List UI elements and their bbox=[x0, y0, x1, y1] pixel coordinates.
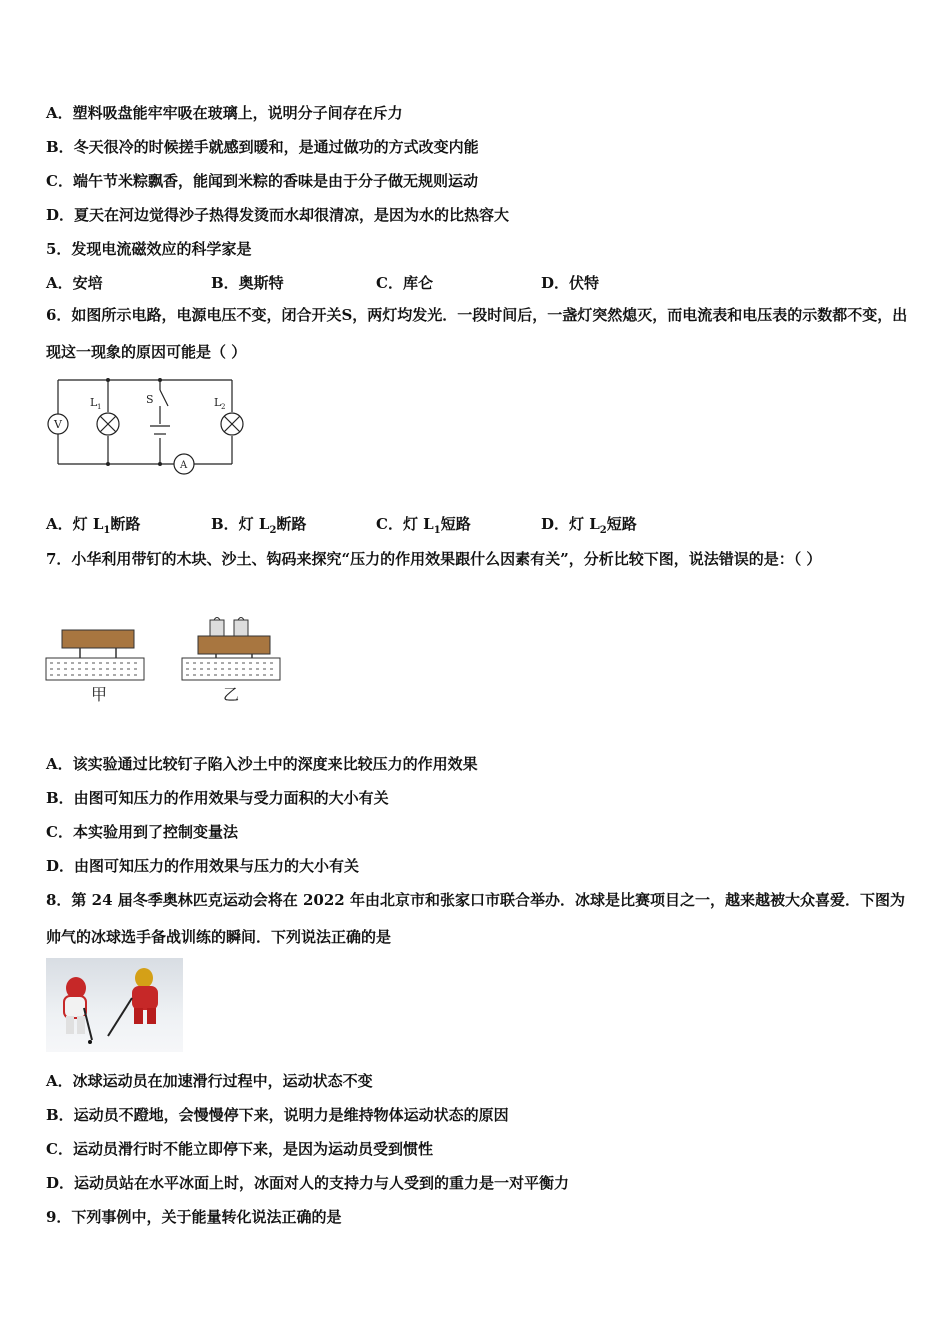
q7-option-d: D．由图可知压力的作用效果与压力的大小有关 bbox=[46, 857, 360, 875]
lamp1-label: L bbox=[90, 396, 98, 409]
q8-stem: 8．第 24 届冬季奥林匹克运动会将在 2022 年由北京市和张家口市联合举办．冰球是比赛项目之一，越来越被大众喜爱．下图为帅气的冰球选手备战训练的瞬间．下列说法正确的是 bbox=[46, 891, 905, 946]
q4-option-c: C．端午节米粽飘香，能闻到米粽的香味是由于分子做无规则运动 bbox=[46, 172, 478, 190]
q6-circuit-diagram bbox=[44, 376, 244, 478]
lamp1-sub: 1 bbox=[97, 403, 102, 411]
caption-yi: 乙 bbox=[223, 685, 240, 704]
q5-stem: 5．发现电流磁效应的科学家是 bbox=[46, 240, 252, 258]
q5-option-a: A．安培 bbox=[46, 274, 103, 292]
q7-option-c: C．本实验用到了控制变量法 bbox=[46, 823, 238, 841]
q6-option-d: D．灯 $L_2$短路 bbox=[541, 515, 637, 536]
q5-option-d: D．伏特 bbox=[541, 274, 600, 292]
q4-option-a: A．塑料吸盘能牢牢吸在玻璃上，说明分子间存在斥力 bbox=[46, 104, 403, 122]
q6-option-b: B．灯 $L_2$断路 bbox=[211, 515, 307, 536]
q8-option-c: C．运动员滑行时不能立即停下来，是因为运动员受到惯性 bbox=[46, 1140, 433, 1158]
switch-label: S bbox=[146, 393, 154, 406]
q7-stem: 7．小华利用带钉的木块、沙土、钩码来探究“压力的作用效果跟什么因素有关”，分析比较下图，说法错误的是：（ ） bbox=[46, 550, 822, 568]
q8-option-d: D．运动员站在水平冰面上时，冰面对人的支持力与人受到的重力是一对平衡力 bbox=[46, 1174, 570, 1192]
q6-stem: 6．如图所示电路，电源电压不变，闭合开关S，两灯均发光．一段时间后，一盏灯突然熄灭，而电流表和电压表的示数都不变，出现这一现象的原因可能是（ ） bbox=[46, 306, 908, 361]
q9-stem: 9．下列事例中，关于能量转化说法正确的是 bbox=[46, 1208, 342, 1226]
q6-option-c: C．灯 $L_1$短路 bbox=[376, 515, 471, 536]
q5-option-b: B．奥斯特 bbox=[211, 274, 284, 292]
q4-option-b: B．冬天很冷的时候搓手就感到暖和，是通过做功的方式改变内能 bbox=[46, 138, 479, 156]
q6-option-a: A．灯 $L_1$断路 bbox=[46, 515, 141, 536]
q6-options bbox=[46, 513, 746, 536]
q7-option-a: A．该实验通过比较钉子陷入沙土中的深度来比较压力的作用效果 bbox=[46, 755, 478, 773]
q8-option-b: B．运动员不蹬地，会慢慢停下来，说明力是维持物体运动状态的原因 bbox=[46, 1106, 509, 1124]
q7-option-b: B．由图可知压力的作用效果与受力面积的大小有关 bbox=[46, 789, 389, 807]
lamp2-label: L bbox=[214, 396, 222, 409]
voltmeter-label: V bbox=[54, 418, 62, 431]
q4-option-d: D．夏天在河边觉得沙子热得发烫而水却很清凉，是因为水的比热容大 bbox=[46, 206, 510, 224]
q7-pressure-experiment-figure bbox=[44, 616, 286, 708]
caption-jia: 甲 bbox=[91, 685, 108, 704]
q8-option-a: A．冰球运动员在加速滑行过程中，运动状态不变 bbox=[46, 1072, 373, 1090]
ice-hockey-photo bbox=[46, 958, 183, 1052]
q5-option-c: C．库仑 bbox=[376, 274, 433, 292]
q5-options bbox=[46, 272, 746, 293]
ammeter-label: A bbox=[180, 460, 188, 471]
lamp2-sub: 2 bbox=[221, 403, 226, 411]
